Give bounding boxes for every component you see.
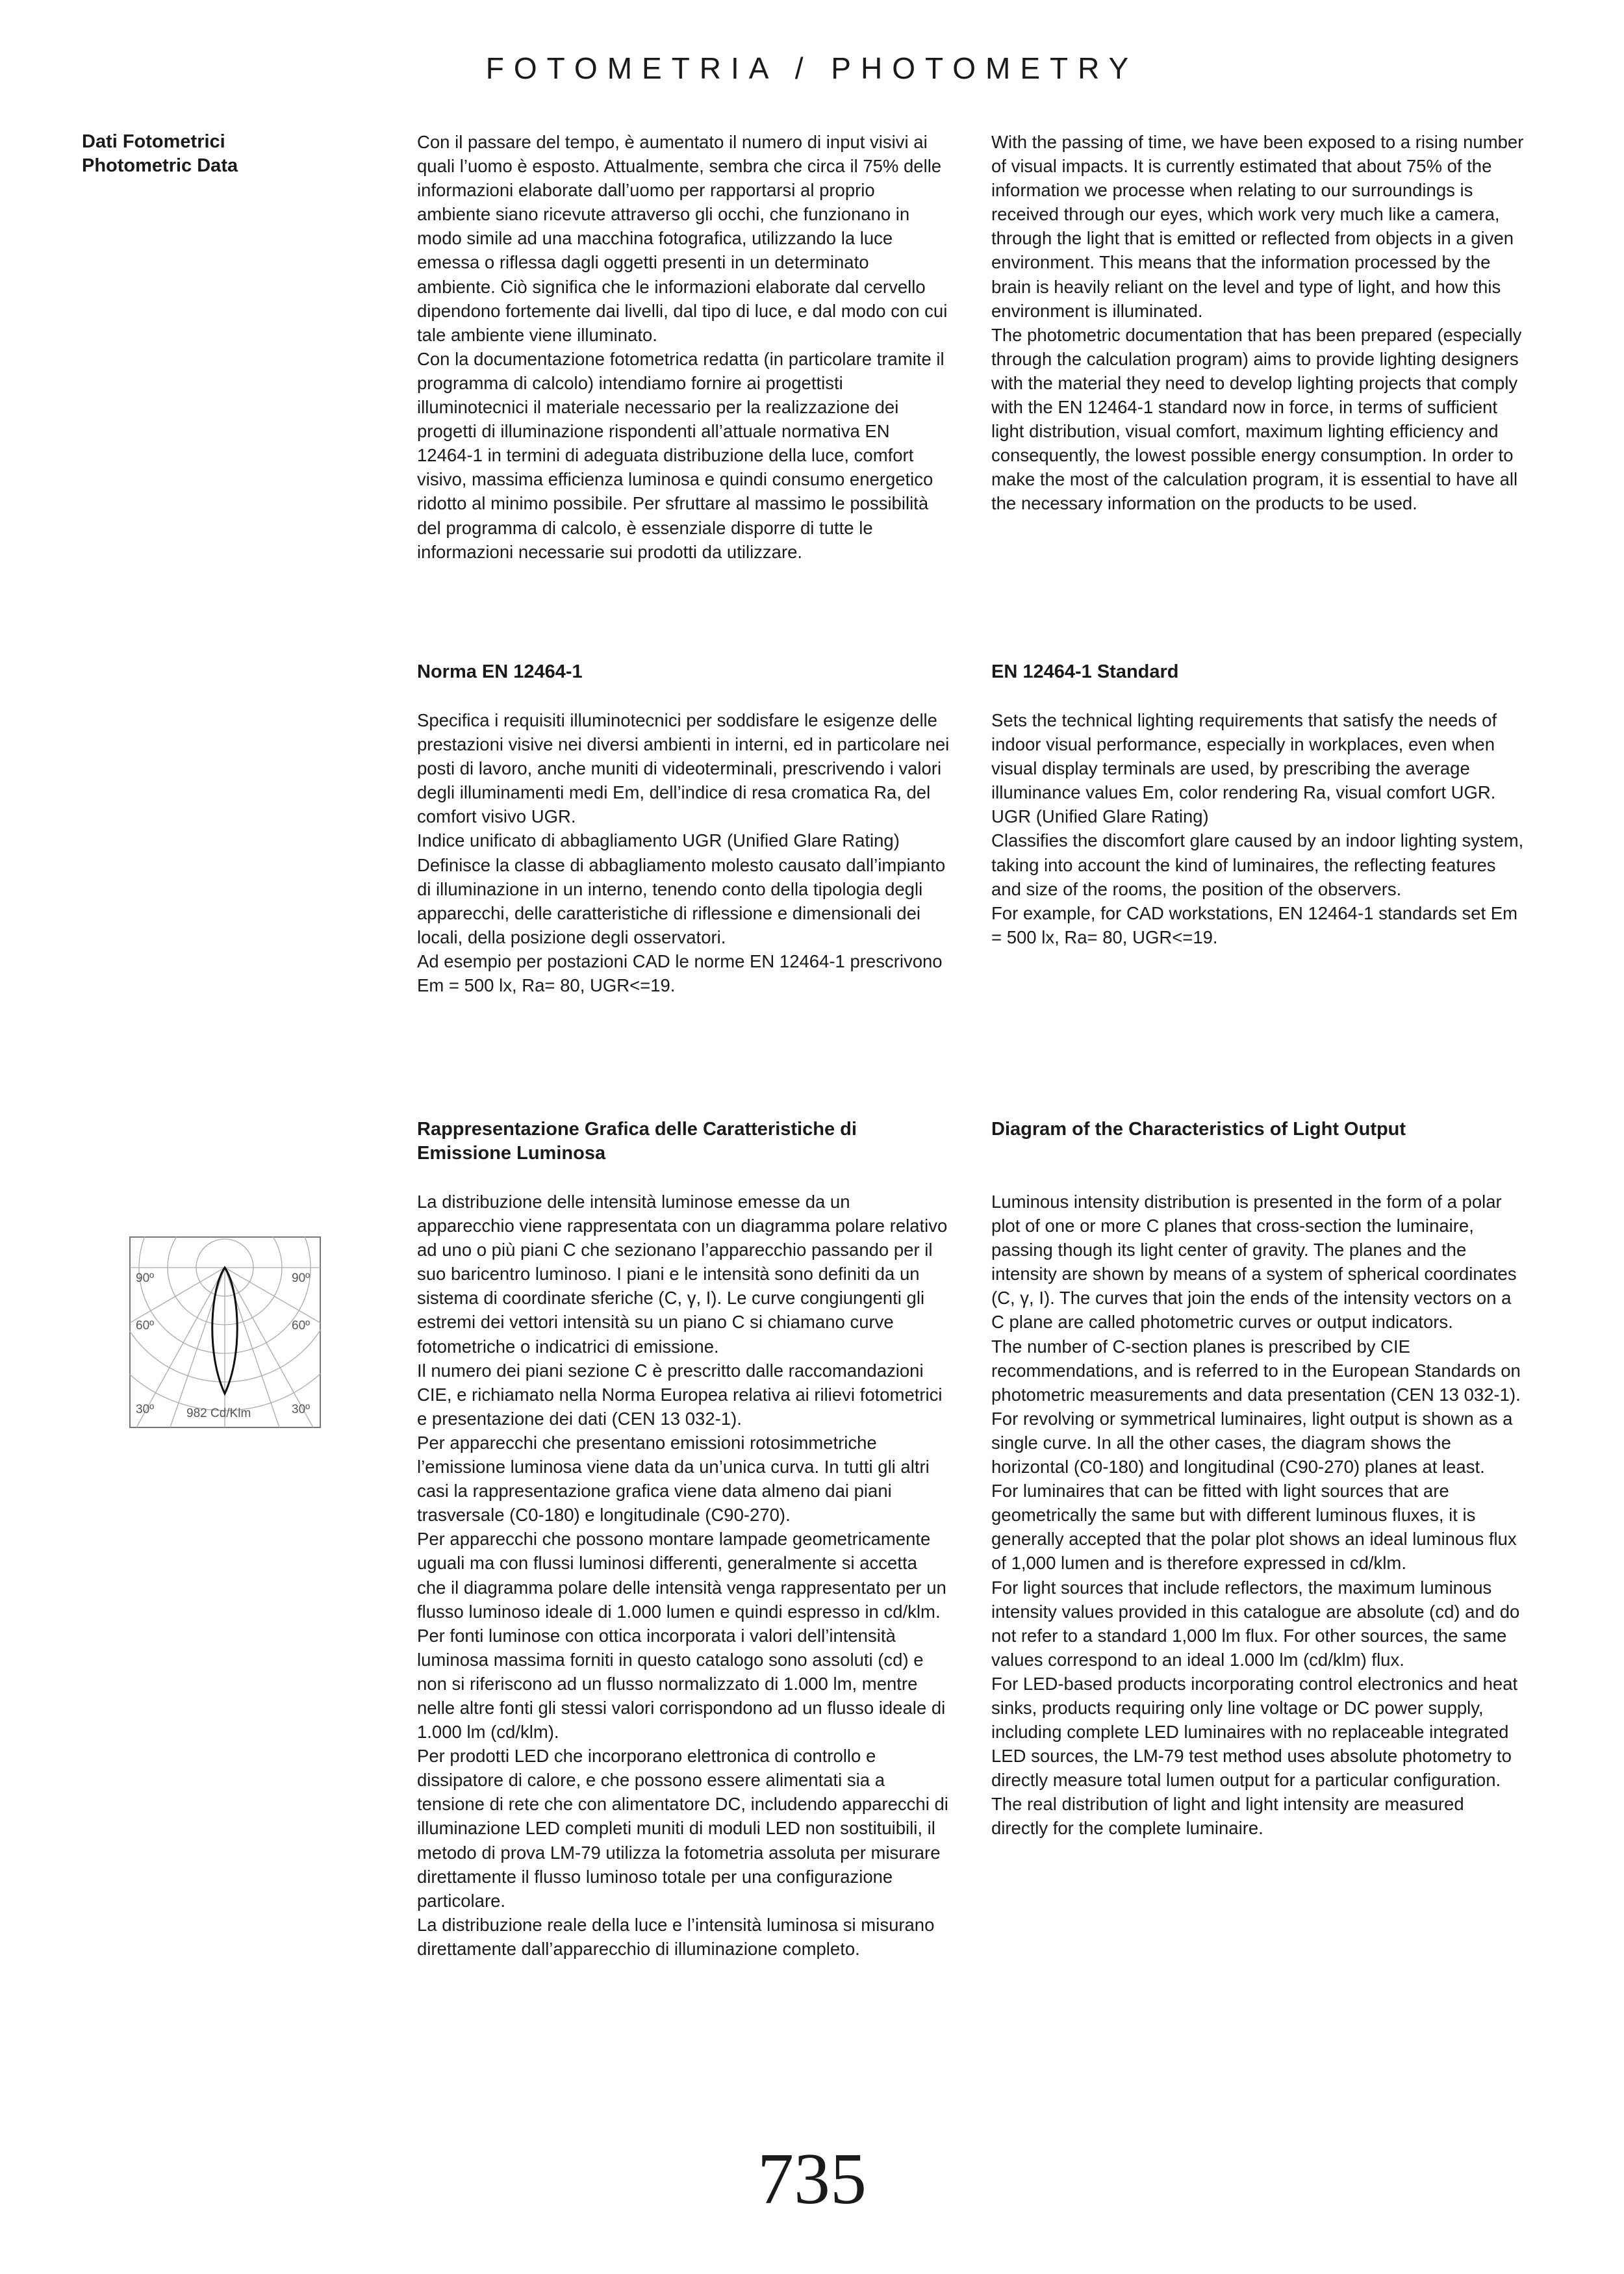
paragraph: Il numero dei piani sezione C è prescritto dalle raccomandazioni CIE, e richiamato nella Norma Europea relativa ai rilievi fotometrici e presentazione dei dati (CEN 13 032-1).: [417, 1360, 943, 1429]
norma-it: [417, 660, 950, 997]
section-label: [82, 130, 238, 178]
section-label-en: Photometric Data: [82, 155, 238, 176]
paragraph: Per apparecchi che presentano emissioni rotosimmetriche l’emissione luminosa viene data da un’unica curva. In tutti gli altri casi la rappresentazione grafica viene data almeno dai piani trasversale (C0-180) e longitudinale (C90-270).: [417, 1432, 930, 1526]
angle-label: 90º: [136, 1271, 155, 1285]
intro-en: [991, 130, 1524, 516]
page-title: FOTOMETRIA / PHOTOMETRY: [485, 51, 1139, 85]
paragraph: Per fonti luminose con ottica incorporata i valori dell’intensità luminosa massima forniti in questo catalogo sono assoluti (cd) e non si riferiscono ad un flusso normalizzato di 1.000 lm, mentre nelle altre fonti gli stessi valori corrispondono ad un flusso ideale di 1.000 lm (cd/klm).: [417, 1625, 946, 1743]
paragraph: The number of C-section planes is prescribed by CIE recommendations, and is referred to in the European Standards on photometric measurements and data presentation (CEN 13 032-1).: [991, 1336, 1521, 1405]
angle-label: 60º: [292, 1319, 311, 1333]
paragraph: Ad esempio per postazioni CAD le norme EN 12464-1 prescrivono Em = 500 lx, Ra= 80, UGR<=19.: [417, 951, 943, 996]
norma-en: [991, 660, 1524, 949]
paragraph: Definisce la classe di abbagliamento molesto causato dall’impianto di illuminazione in un interno, tenendo conto della tipologia degli apparecchi, delle caratteristiche di riflessione e dimensionali dei locali, della posizione degli osservatori.: [417, 854, 946, 947]
paragraph: For LED-based products incorporating control electronics and heat sinks, products requiring only line voltage or DC power supply, including complete LED luminaires with no replaceable integrated LED sources, the LM-79 test method uses absolute photometry to directly measure total lumen output for a particular configuration.: [991, 1673, 1518, 1791]
grafica-it: [417, 1118, 950, 1961]
paragraph: For example, for CAD workstations, EN 12464-1 standards set Em = 500 lx, Ra= 80, UGR<=19.: [991, 902, 1518, 947]
paragraph: Per apparecchi che possono montare lampade geometricamente uguali ma con flussi luminosi differenti, generalmente si accetta che il diagramma polare delle intensità venga rappresentato per un flusso luminoso ideale di 1.000 lumen e quindi espresso in cd/klm.: [417, 1529, 946, 1622]
grafica-en: [991, 1118, 1524, 1841]
section-heading: Norma EN 12464-1: [417, 661, 583, 682]
paragraph: La distribuzione reale della luce e l’intensità luminosa si misurano direttamente dall’apparecchio di illuminazione completo.: [417, 1914, 935, 1959]
paragraph: The photometric documentation that has been prepared (especially through the calculation program) aims to provide lighting designers with the material they need to develop lighting projects that comply with the EN 12464-1 standard now in force, in terms of sufficient light distribution, visual comfort, maximum lighting efficiency and consequently, the lowest possible energy consumption. In order to make the most of the calculation program, it is essential to have all the necessary information on the products to be used.: [991, 324, 1522, 514]
section-heading: EN 12464-1 Standard: [991, 661, 1179, 682]
paragraph: For luminaires that can be fitted with light sources that are geometrically the same but with different luminous fluxes, it is generally accepted that the polar plot shows an ideal luminous flux of 1,000 lumen and is therefore expressed in cd/klm.: [991, 1481, 1517, 1574]
paragraph: Per prodotti LED che incorporano elettronica di controllo e dissipatore di calore, e che possono essere alimentati sia a tensione di rete che con alimentatore DC, includendo apparecchi di illuminazione LED completi muniti di moduli LED non sostituibili, il metodo di prova LM-79 utilizza la fotometria assoluta per misurare direttamente il flusso luminoso totale per una configurazione particolare.: [417, 1746, 948, 1911]
paragraph: Luminous intensity distribution is presented in the form of a polar plot of one or more C planes that cross-section the luminaire, passing though its light center of gravity. The planes and the intensity are shown by means of a system of spherical coordinates (C, γ, I). The curves that join the ends of the intensity vectors on a C plane are called photometric curves or output indicators.: [991, 1192, 1517, 1333]
paragraph: Sets the technical lighting requirements that satisfy the needs of indoor visual performance, especially in workplaces, even when visual display terminals are used, by prescribing the average illuminance values Em, color rendering Ra, visual comfort UGR.: [991, 710, 1497, 803]
paragraph: Specifica i requisiti illuminotecnici per soddisfare le esigenze delle prestazioni visive nei diversi ambienti in interni, ed in particolare nei posti di lavoro, anche muniti di videoterminali, prescrivendo i valori degli illuminamenti medi Em, dell’indice di resa cromatica Ra, del comfort visivo UGR.: [417, 710, 950, 827]
angle-label: 90º: [292, 1271, 311, 1285]
section-label-it: Dati Fotometrici: [82, 131, 225, 152]
paragraph: Classifies the discomfort glare caused by an indoor lighting system, taking into account the kind of luminaires, the reflecting features and size of the rooms, the position of the observers.: [991, 830, 1524, 899]
paragraph: UGR (Unified Glare Rating): [991, 806, 1209, 827]
polar-diagram: [129, 1236, 321, 1428]
paragraph: Con la documentazione fotometrica redatta (in particolare tramite il programma di calcolo) intendiamo fornire ai progettisti illuminotecnici il materiale necessario per la realizzazione dei progetti di illuminazione rispondenti all’attuale normativa EN 12464-1 in termini di adeguata distribuzione della luce, comfort visivo, massima efficienza luminosa e quindi consumo energetico ridotto al minimo possibile. Per sfruttare al massimo le possibilità del programma di calcolo, è essenziale disporre di tutte le informazioni necessarie sui prodotti da utilizzare.: [417, 348, 945, 562]
paragraph: For light sources that include reflectors, the maximum luminous intensity values provided in this catalogue are absolute (cd) and do not refer to a standard 1,000 lm flux. For other sources, the same values correspond to an ideal 1.000 lm (cd/klm) flux.: [991, 1577, 1520, 1670]
page-number: 735: [757, 2139, 867, 2219]
section-heading: Rappresentazione Grafica delle Caratteristiche di Emissione Luminosa: [417, 1119, 857, 1164]
intensity-label: 982 Cd/Klm: [186, 1407, 251, 1420]
paragraph: With the passing of time, we have been exposed to a rising number of visual impacts. It is currently estimated that about 75% of the information we processe when relating to our surroundings is received through our eyes, which work very much like a camera, through the light that is emitted or reflected from objects in a given environment. This means that the information processed by the brain is heavily reliant on the level and type of light, and how this environment is illuminated.: [991, 132, 1524, 321]
paragraph: Con il passare del tempo, è aumentato il numero di input visivi ai quali l’uomo è esposto. Attualmente, sembra che circa il 75% delle informazioni elaborate dall’uomo per rapportarsi al proprio ambiente siano ricevute attraverso gli occhi, che funzionano in modo simile ad una macchina fotografica, utilizzando la luce emessa o riflessa dagli oggetti presenti in un determinato ambiente. Ciò significa che le informazioni elaborate dal cervello dipendono fortemente dai livelli, dal tipo di luce, e dal modo con cui tale ambiente viene illuminato.: [417, 132, 948, 345]
intro-it: [417, 130, 950, 564]
paragraph: La distribuzione delle intensità luminose emesse da un apparecchio viene rappresentata con un diagramma polare relativo ad uno o più piani C che sezionano l’apparecchio passando per il suo baricentro luminoso. I piani e le intensità sono definiti da un sistema di coordinate sferiche (C, γ, I). Le curve congiungenti gli estremi dei vettori intensità su un piano C si chiamano curve fotometriche o indicatrici di emissione.: [417, 1192, 948, 1357]
angle-label: 30º: [136, 1403, 155, 1416]
section-heading: Diagram of the Characteristics of Light Output: [991, 1119, 1406, 1140]
angle-label: 30º: [292, 1403, 311, 1416]
paragraph: Indice unificato di abbagliamento UGR (Unified Glare Rating): [417, 830, 900, 851]
paragraph: The real distribution of light and light intensity are measured directly for the complete luminaire.: [991, 1794, 1464, 1839]
paragraph: For revolving or symmetrical luminaires, light output is shown as a single curve. In all the other cases, the diagram shows the horizontal (C0-180) and longitudinal (C90-270) planes at least.: [991, 1408, 1513, 1477]
angle-label: 60º: [136, 1319, 155, 1333]
